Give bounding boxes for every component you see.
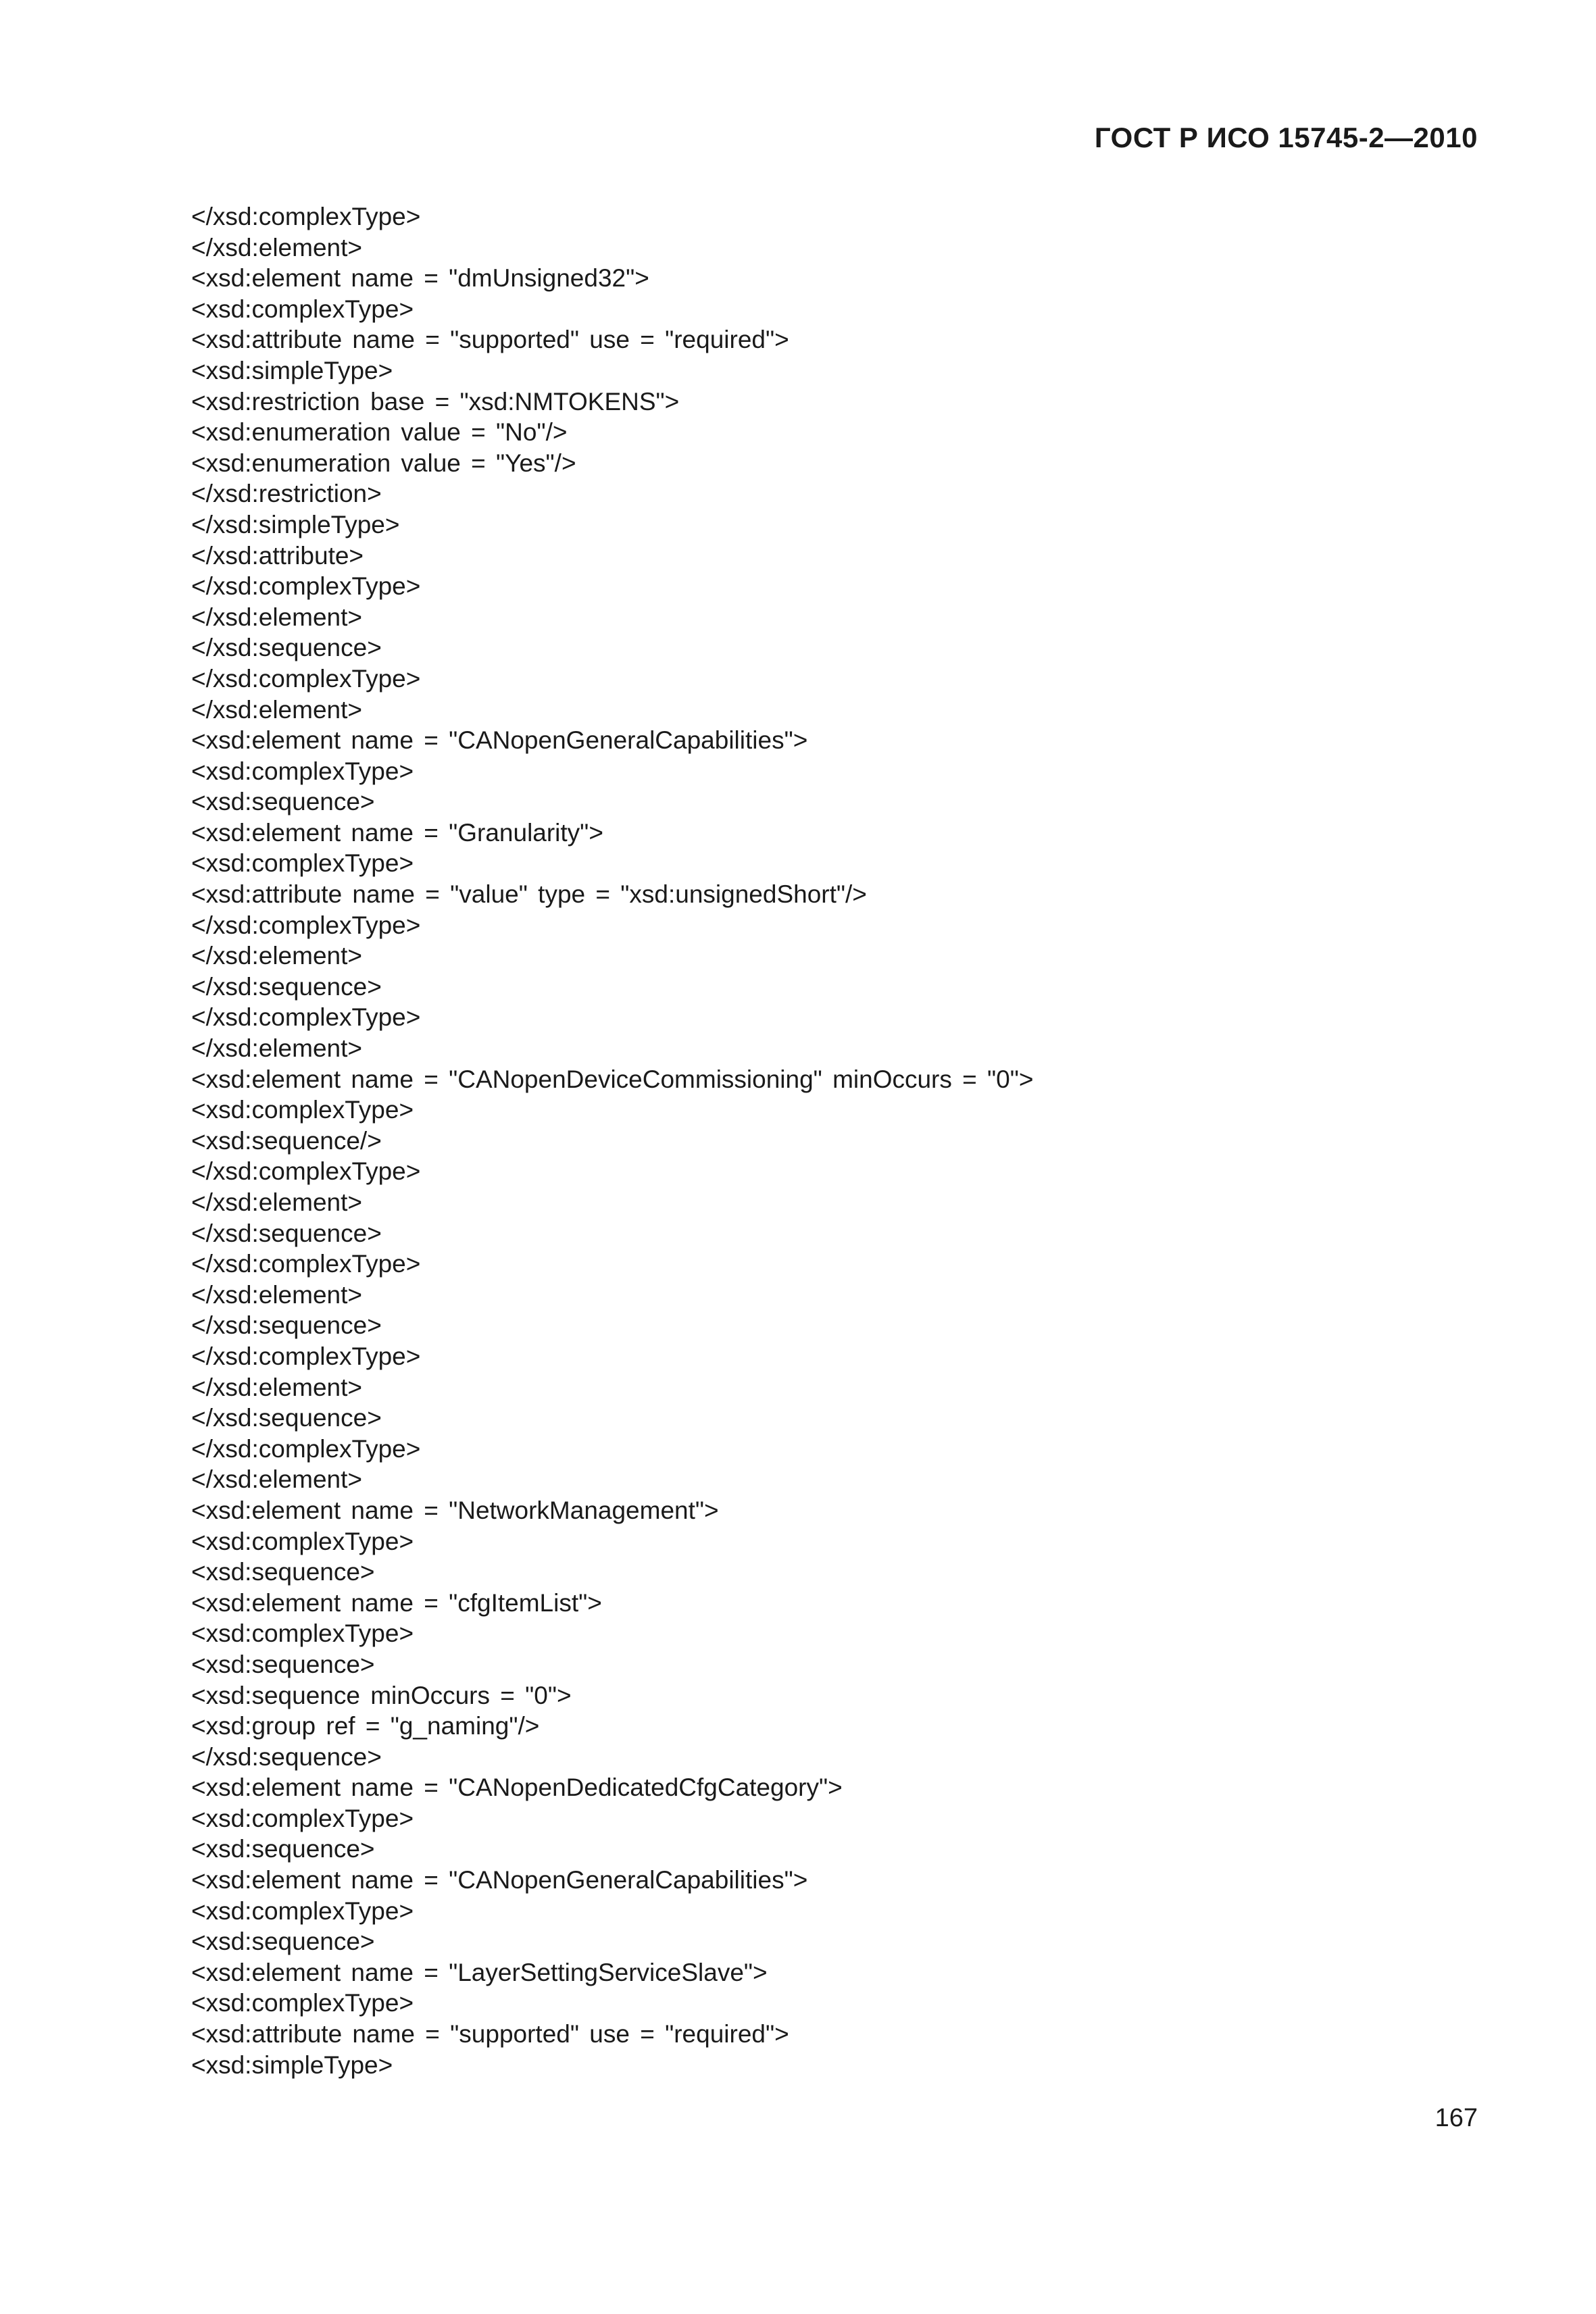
code-line: </xsd:complexType> [191, 1342, 421, 1370]
page-number: 167 [1435, 2104, 1478, 2132]
code-line: <xsd:sequence> [191, 1928, 375, 1956]
code-line: </xsd:element> [191, 1034, 362, 1063]
code-line: </xsd:element> [191, 233, 362, 261]
code-line: <xsd:complexType> [191, 1096, 414, 1124]
code-line: <xsd:group ref = "g_naming"/> [191, 1712, 540, 1740]
code-line: <xsd:restriction base = "xsd:NMTOKENS"> [191, 387, 680, 416]
code-line: </xsd:element> [191, 1188, 362, 1216]
code-line: </xsd:complexType> [191, 572, 421, 601]
code-line: <xsd:element name = "LayerSettingServiceSlave"> [191, 1958, 768, 1986]
code-line: </xsd:complexType> [191, 1250, 421, 1278]
code-line: <xsd:complexType> [191, 1804, 414, 1832]
document-header: ГОСТ Р ИСО 15745-2—2010 [1094, 122, 1478, 153]
code-line: </xsd:element> [191, 942, 362, 970]
code-line: </xsd:sequence> [191, 1742, 382, 1771]
code-line: </xsd:attribute> [191, 541, 364, 570]
code-line: <xsd:sequence> [191, 1835, 375, 1863]
code-line: <xsd:simpleType> [191, 2051, 393, 2079]
code-line: </xsd:sequence> [191, 972, 382, 1001]
code-line: </xsd:complexType> [191, 1157, 421, 1186]
code-line: </xsd:complexType> [191, 1434, 421, 1463]
code-line: <xsd:simpleType> [191, 356, 393, 384]
code-line: <xsd:element name = "Granularity"> [191, 818, 603, 847]
code-line: <xsd:sequence> [191, 788, 375, 816]
code-line: <xsd:complexType> [191, 295, 414, 323]
code-line: <xsd:complexType> [191, 1527, 414, 1555]
code-line: </xsd:sequence> [191, 1311, 382, 1340]
code-line: <xsd:sequence> [191, 1650, 375, 1678]
code-line: <xsd:element name = "CANopenGeneralCapabilities"> [191, 726, 808, 755]
code-line: </xsd:complexType> [191, 911, 421, 939]
code-line: <xsd:complexType> [191, 1896, 414, 1925]
code-line: <xsd:complexType> [191, 1989, 414, 2017]
code-line: <xsd:sequence minOccurs = "0"> [191, 1681, 572, 1709]
code-line: <xsd:element name = "CANopenDedicatedCfgCategory"> [191, 1774, 843, 1802]
code-line: <xsd:complexType> [191, 757, 414, 785]
code-line: </xsd:element> [191, 1465, 362, 1494]
code-line: <xsd:element name = "CANopenDeviceCommissioning" minOccurs = "0"> [191, 1065, 1034, 1093]
code-line: </xsd:element> [191, 603, 362, 631]
code-line: </xsd:element> [191, 1280, 362, 1309]
code-line: </xsd:sequence> [191, 1404, 382, 1432]
code-line: </xsd:complexType> [191, 664, 421, 693]
code-line: <xsd:element name = "dmUnsigned32"> [191, 264, 649, 293]
xsd-code-listing [191, 201, 1475, 2080]
code-line: <xsd:element name = "cfgItemList"> [191, 1588, 602, 1617]
code-line: <xsd:sequence/> [191, 1126, 382, 1155]
code-line: <xsd:element name = "CANopenGeneralCapabilities"> [191, 1866, 808, 1894]
code-line: <xsd:attribute name = "value" type = "xsd:unsignedShort"/> [191, 880, 867, 909]
code-line: </xsd:sequence> [191, 1219, 382, 1247]
code-line: <xsd:element name = "NetworkManagement"> [191, 1496, 719, 1524]
code-line: </xsd:sequence> [191, 634, 382, 662]
code-line: <xsd:complexType> [191, 1619, 414, 1648]
code-line: </xsd:restriction> [191, 480, 382, 508]
code-line: <xsd:attribute name = "supported" use = "required"> [191, 2020, 789, 2048]
code-line: <xsd:sequence> [191, 1558, 375, 1586]
code-line: <xsd:attribute name = "supported" use = "required"> [191, 326, 789, 354]
code-line: </xsd:complexType> [191, 1003, 421, 1032]
code-line: </xsd:element> [191, 695, 362, 724]
code-line: <xsd:complexType> [191, 849, 414, 878]
code-line: <xsd:enumeration value = "Yes"/> [191, 449, 576, 477]
code-line: </xsd:simpleType> [191, 510, 400, 538]
code-line: </xsd:element> [191, 1373, 362, 1401]
code-line: <xsd:enumeration value = "No"/> [191, 418, 568, 447]
code-line: </xsd:complexType> [191, 203, 421, 230]
